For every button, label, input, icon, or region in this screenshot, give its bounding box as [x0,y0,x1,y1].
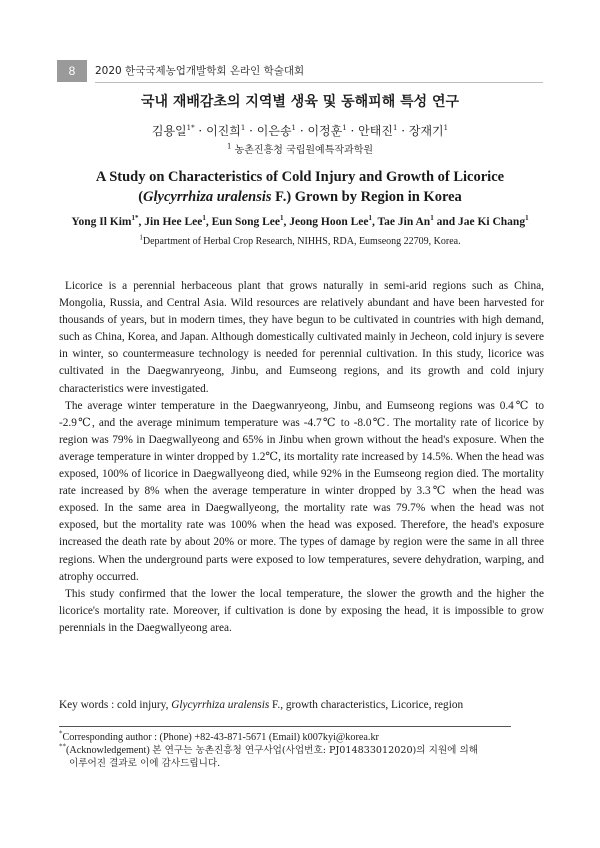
abstract [59,278,544,637]
keywords: Key words : cold injury, Glycyrrhiza uralensis F., growth characteristics, Licorice, region [59,699,464,711]
author-en: Yong Il Kim [71,216,132,228]
author-ko: 이진희 [206,124,241,138]
author-ko: 안태진 [358,124,393,138]
author-ko: 이은송 [256,124,292,138]
title-english: A Study on Characteristics of Cold Injury and Growth of Licorice (Glycyrrhiza uralensis F.) Grown by Region in Korea [95,169,505,205]
footnotes [59,731,549,770]
title-korean: 국내 재배감초의 지역별 생육 및 동해피해 특성 연구 [140,94,460,110]
authors-english: Yong Il Kim$^{1*}$, Jin Hee Lee$^1$, Eun Song Lee$^1$, Jeong Hoon Lee$^1$, Tae Jin An$^1$ and Jae Ki Chang$^1$ [71,214,529,228]
author-ko: 이정훈 [307,124,343,138]
author-en: and Jae Ki Chang [436,216,526,228]
affiliation-korean: $^1$ 농촌진흥청 국립원예특작과학원 [226,142,374,156]
acknowledgement-note: **(Acknowledgement) 본 연구는 농촌진흥청 연구사업(사업번호: PJ014833012020)의 지원에 의해 [59,742,478,756]
corresponding-author-note: *Corresponding author : (Phone) +82-43-871-5671 (Email) k007kyi@korea.kr [59,729,379,743]
acknowledgement-note-continued: 이루어진 결과로 이에 감사드립니다. [69,758,221,769]
abstract-paragraph-1: Licorice is a perennial herbaceous plant that grows naturally in semi-arid regions such as China, Mongolia, Russia, and Central Asia. Wild resources are relatively abundant and have been harvested for thousands of years, but in modern times, they have begun to be cultivated in countries with high demand, such as China, Korea, and Japan. Although domestically cultivated mainly in Jecheon, cold injury is severe in winter, so countermeasure technology is needed for perennial cultivation. In this study, licorice was cultivated in the Daegwanryeong, Jinbu, and Eumseong regions, and its growth and cold injury characteristics were investigated. [59,280,544,395]
author-en: Eun Song Lee [211,216,281,228]
footnote-divider [59,726,511,727]
abstract-paragraph-2: The average winter temperature in the Daegwanryeong, Jinbu, and Eumseong regions was 0.4℃ to -2.9℃, and the average minimum temperature was -4.7℃ to -8.0℃. The mortality rate of licorice by region was 79% in Daegwallyeong and 65% in Jinbu when grown without the head's exposure. When the average temperature in winter dropped by 1.2℃, its mortality rate increased by 14.5%. When the head was exposed, 100% of licorice in Daegwallyeong died, while 92% in the Eumseong region died. The mortality rate increased by 8% when the average temperature in winter dropped by 3.3℃ when the head was exposed. In the same area in Daegwallyeong, the mortality rate was 79.7% when the head was not exposed, but the mortality rate was 100% when the head was exposed. Therefore, the head's exposure increased the death rate by about 20% or more. The types of damage by region were the same in all three regions. When the underground parts were exposed to low temperatures, severe dehydration, warping, and atrophy occurred. [59,399,544,583]
abstract-paragraph-3: This study confirmed that the lower the local temperature, the slower the growth and the higher the licorice's mortality rate. Moreover, if cultivation is done by exposing the head, it is impossible to grow perennials in the Daegwallyeong area. [59,587,544,634]
author-en: Jeong Hoon Lee [289,216,369,228]
page-number: 8 [57,60,87,82]
keyword-species: Glycyrrhiza uralensis [171,699,270,711]
author-en: Tae Jin An [377,216,431,228]
conference-name: 2020 한국국제농업개발학회 온라인 학술대회 [95,60,543,83]
species-name: Glycyrrhiza uralensis [143,189,272,205]
author-ko: 김용일 [151,124,187,138]
authors-korean: 김용일$^{1*}$ · 이진희$^1$ · 이은송$^1$ · 이정훈$^1$ · 안태진$^1$ · 장재기$^1$ [151,124,449,138]
affiliation-english: $^1$Department of Herbal Crop Research, NIHHS, RDA, Eumseong 22709, Korea. [139,233,461,247]
author-ko: 장재기 [408,124,444,138]
running-header [57,60,543,82]
author-en: Jin Hee Lee [144,216,203,228]
